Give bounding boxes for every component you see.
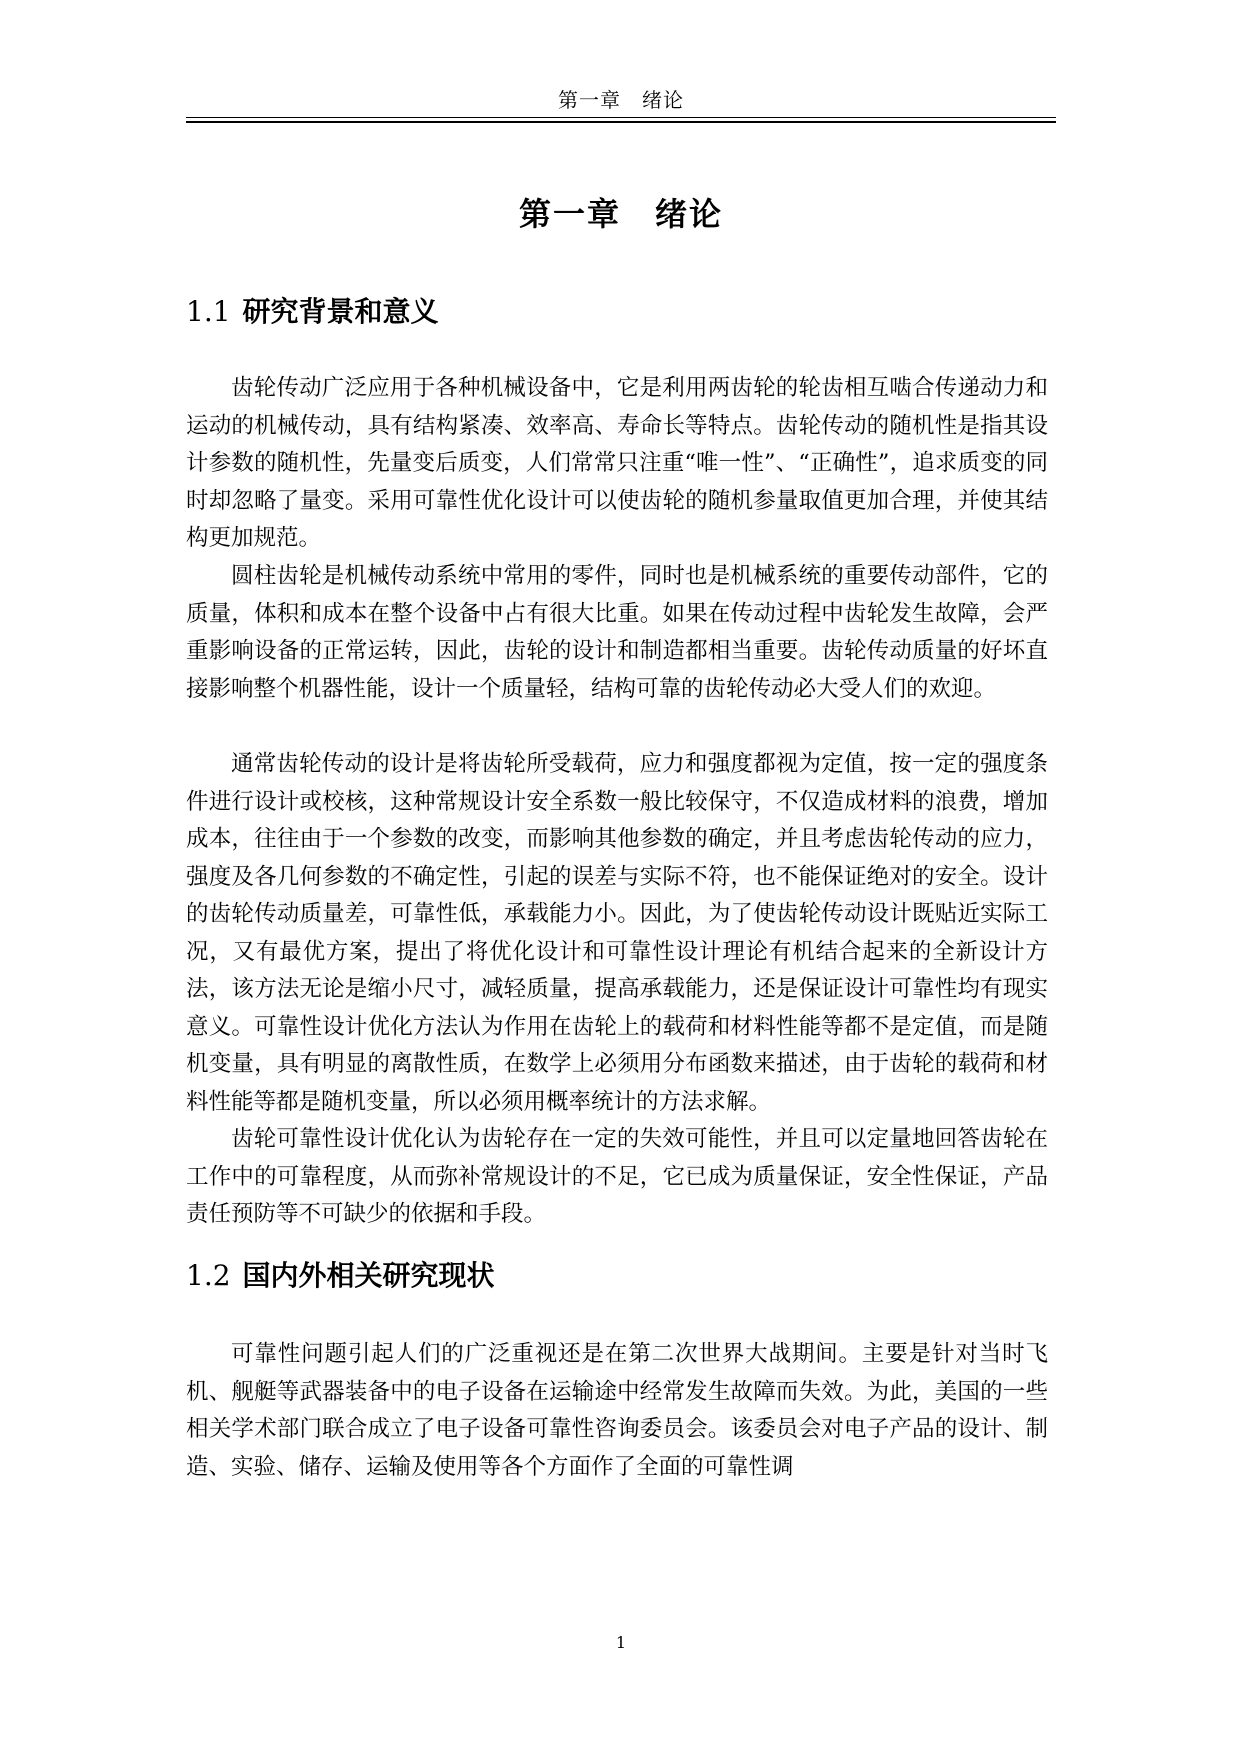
paragraph: 齿轮可靠性设计优化认为齿轮存在一定的失效可能性，并且可以定量地回答齿轮在工作中的可靠程度，从而弥补常规设计的不足，它已成为质量保证，安全性保证，产品责任预防等不可缺少的依据和手段。	[186, 1126, 1048, 1227]
chapter-title: 第一章 绪论	[518, 195, 723, 233]
section-title: 研究背景和意义	[242, 295, 439, 328]
section-number: 1.2	[186, 1259, 231, 1292]
section-heading-1-1	[186, 292, 1056, 332]
section-title: 国内外相关研究现状	[242, 1259, 495, 1292]
header-rule-double	[186, 121, 1056, 123]
paragraph: 齿轮传动广泛应用于各种机械设备中，它是利用两齿轮的轮齿相互啮合传递动力和运动的机械传动，具有结构紧凑、效率高、寿命长等特点。齿轮传动的随机性是指其设计参数的随机性，先量变后质变，人们常常只注重“唯一性”、“正确性”，追求质变的同时却忽略了量变。采用可靠性优化设计可以使齿轮的随机参量取值更加合理，并使其结构更加规范。	[186, 375, 1048, 551]
header-rule	[186, 117, 1056, 118]
paragraph: 可靠性问题引起人们的广泛重视还是在第二次世界大战期间。主要是针对当时飞机、舰艇等武器装备中的电子设备在运输途中经常发生故障而失效。为此，美国的一些相关学术部门联合成立了电子设备可靠性咨询委员会。该委员会对电子产品的设计、制造、实验、储存、运输及使用等各个方面作了全面的可靠性调	[186, 1341, 1048, 1480]
running-header: 第一章 绪论	[558, 88, 684, 112]
page-number: 1	[615, 1633, 627, 1652]
paragraph: 通常齿轮传动的设计是将齿轮所受载荷，应力和强度都视为定值，按一定的强度条件进行设计或校核，这种常规设计安全系数一般比较保守，不仅造成材料的浪费，增加成本，往往由于一个参数的改变，而影响其他参数的确定，并且考虑齿轮传动的应力，强度及各几何参数的不确定性，引起的误差与实际不符，也不能保证绝对的安全。设计的齿轮传动质量差，可靠性低，承载能力小。因此，为了使齿轮传动设计既贴近实际工况，又有最优方案，提出了将优化设计和可靠性设计理论有机结合起来的全新设计方法，该方法无论是缩小尺寸，减轻质量，提高承载能力，还是保证设计可靠性均有现实意义。可靠性设计优化方法认为作用在齿轮上的载荷和材料性能等都不是定值，而是随机变量，具有明显的离散性质，在数学上必须用分布函数来描述，由于齿轮的载荷和材料性能等都是随机变量，所以必须用概率统计的方法求解。	[186, 751, 1048, 1115]
paragraph: 圆柱齿轮是机械传动系统中常用的零件，同时也是机械系统的重要传动部件，它的质量，体积和成本在整个设备中占有很大比重。如果在传动过程中齿轮发生故障，会严重影响设备的正常运转，因此，齿轮的设计和制造都相当重要。齿轮传动质量的好坏直接影响整个机器性能，设计一个质量轻，结构可靠的齿轮传动必大受人们的欢迎。	[186, 563, 1048, 702]
section-number: 1.1	[186, 295, 231, 328]
section-heading-1-2	[186, 1256, 1056, 1296]
